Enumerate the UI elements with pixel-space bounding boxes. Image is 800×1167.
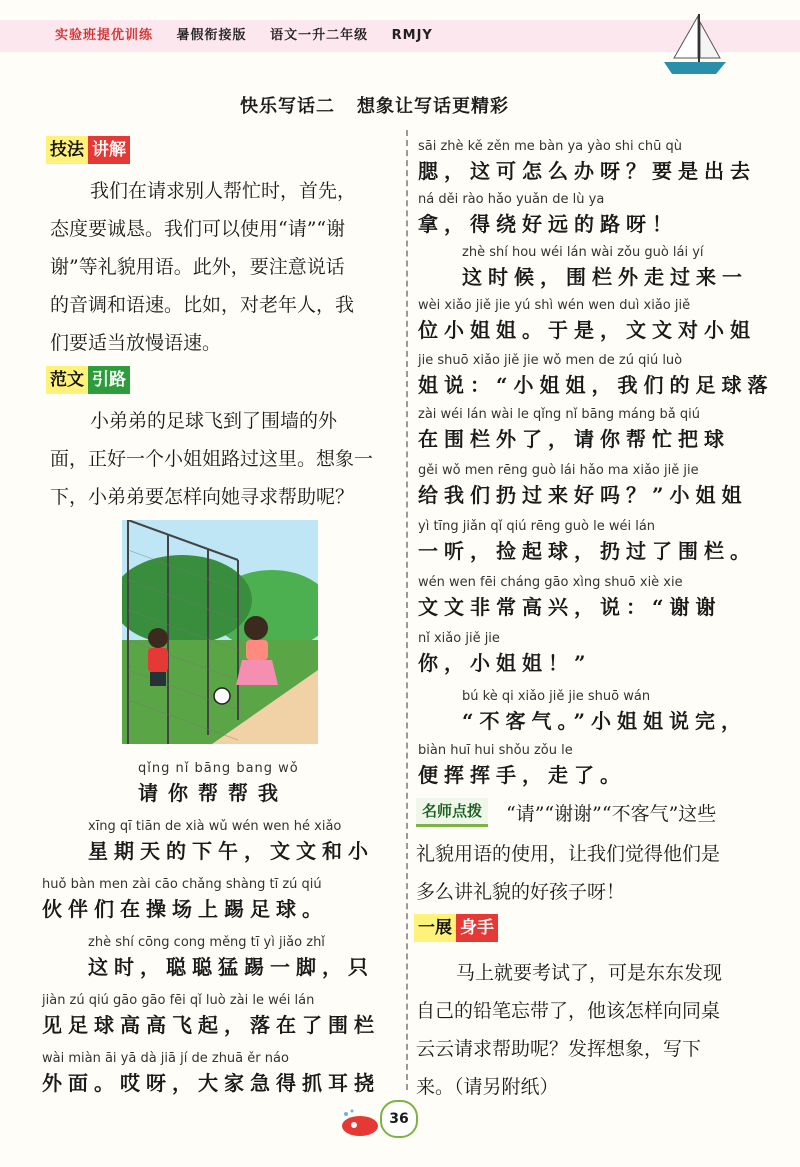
- pinyin-line: gěi wǒ men rēng guò lái hǎo ma xiǎo jiě jie: [418, 463, 699, 478]
- hanzi-line: 便挥挥手，走了。: [418, 763, 626, 787]
- sample-intro: [50, 402, 373, 516]
- text-line: 态度要诚恳。我们可以使用“请”“谢: [50, 218, 346, 240]
- text-line: 来。（请另附纸）: [416, 1076, 559, 1098]
- tag-part-b: 讲解: [88, 136, 130, 164]
- series-brand: 实验班提优训练: [55, 28, 154, 43]
- pinyin-line: ná děi rào hǎo yuǎn de lù ya: [418, 192, 605, 207]
- essay-line: [42, 1050, 380, 1098]
- essay-line: [418, 630, 592, 678]
- essay-line: [418, 742, 626, 790]
- essay-line: [42, 876, 328, 924]
- page-header: [0, 0, 800, 78]
- pinyin-line: wèi xiǎo jiě jie yú shì wén wen duì xiǎo jiě: [418, 298, 691, 313]
- pinyin-line: xīng qī tiān de xià wǔ wén wen hé xiǎo: [88, 819, 342, 834]
- hanzi-line: 这时候，围栏外走过来一: [462, 265, 748, 289]
- teacher-note-text: [416, 835, 720, 911]
- essay-line: [418, 574, 722, 622]
- essay-line: [88, 934, 374, 982]
- text-line: 我们在请求别人帮忙时，首先，: [90, 180, 357, 202]
- essay-line: [418, 138, 756, 186]
- practice-text: [416, 954, 722, 1106]
- text-line: 面，正好一个小姐姐路过这里。想象一: [50, 448, 374, 470]
- pinyin-line: biàn huī hui shǒu zǒu le: [418, 743, 573, 758]
- pinyin-line: zhè shí cōng cong měng tī yì jiǎo zhǐ: [88, 935, 325, 950]
- soccer-illustration: [122, 520, 318, 744]
- pinyin-line: huǒ bàn men zài cāo chǎng shàng tī zú qiú: [42, 877, 322, 892]
- hanzi-line: 你，小姐姐！”: [418, 651, 592, 675]
- title-pinyin: qǐng nǐ bāng bang wǒ: [138, 761, 299, 776]
- hanzi-line: 腮，这可怎么办呀？要是出去: [418, 159, 756, 183]
- hanzi-line: “不客气。”小姐姐说完，: [462, 709, 748, 733]
- pinyin-line: sāi zhè kě zěn me bàn ya yào shi chū qù: [418, 139, 682, 154]
- essay-line: [418, 518, 756, 566]
- hanzi-line: 姐说：“小姐姐，我们的足球落: [418, 373, 774, 397]
- teacher-note-tag: 名师点拨: [416, 798, 488, 827]
- pinyin-line: zài wéi lán wài le qǐng nǐ bāng máng bǎ qiú: [418, 407, 700, 422]
- text-line: 多么讲礼貌的好孩子呀！: [416, 881, 626, 903]
- title-part-1: 快乐写话二: [240, 96, 335, 117]
- text-line: 们要适当放慢语速。: [50, 332, 222, 354]
- hanzi-line: 文文非常高兴，说：“谢谢: [418, 595, 722, 619]
- pinyin-line: yì tīng jiǎn qǐ qiú rēng guò le wéi lán: [418, 519, 656, 534]
- hanzi-line: 一听，捡起球，扔过了围栏。: [418, 539, 756, 563]
- text-line: “请”“谢谢”“不客气”这些: [506, 803, 717, 825]
- header-text: [55, 24, 451, 43]
- hanzi-line: 星期天的下午，文文和小: [88, 839, 374, 863]
- hanzi-line: 见足球高高飞起，落在了围栏: [42, 1013, 380, 1037]
- text-line: 云云请求帮助呢？发挥想象，写下: [416, 1038, 702, 1060]
- essay-line: [462, 688, 747, 736]
- tag-part-a: 范文: [46, 366, 88, 394]
- subject-label: 语文一升二年级: [270, 28, 369, 43]
- text-line: 下，小弟弟要怎样向她寻求帮助呢？: [50, 486, 355, 508]
- page-number: 36: [380, 1100, 418, 1138]
- hanzi-line: 拿，得绕好远的路呀！: [418, 212, 678, 236]
- practice-tag: [414, 914, 498, 942]
- pinyin-line: jie shuō xiǎo jiě jie wǒ men de zú qiú luò: [418, 353, 683, 368]
- text-line: 的音调和语速。比如，对老年人，我: [50, 294, 355, 316]
- edition-label: 暑假衔接版: [176, 28, 247, 43]
- tag-part-a: 技法: [46, 136, 88, 164]
- hanzi-line: 伙伴们在操场上踢足球。: [42, 897, 328, 921]
- text-line: 小弟弟的足球飞到了围墙的外: [90, 410, 338, 432]
- essay-line: [418, 462, 748, 510]
- essay-title: [138, 760, 299, 808]
- hanzi-line: 外面。哎呀，大家急得抓耳挠: [42, 1071, 380, 1095]
- technique-text: [50, 172, 356, 362]
- hanzi-line: 位小姐姐。于是，文文对小姐: [418, 318, 756, 342]
- title-part-2: 想象让写话更精彩: [357, 96, 509, 117]
- text-line: 谢”等礼貌用语。此外，要注意说话: [50, 256, 345, 278]
- tag-part-b: 身手: [456, 914, 498, 942]
- essay-line: [418, 191, 678, 239]
- publisher-code: RMJY: [391, 28, 433, 43]
- essay-line: [418, 406, 730, 454]
- essay-line: [462, 244, 748, 292]
- essay-line: [88, 818, 374, 866]
- text-line: 自己的铅笔忘带了，他该怎样向同桌: [416, 1000, 721, 1022]
- page-title: [240, 92, 509, 118]
- sailboat-icon: [660, 12, 730, 76]
- pinyin-line: nǐ xiǎo jiě jie: [418, 631, 500, 646]
- essay-line: [418, 352, 774, 400]
- sample-tag: [46, 366, 130, 394]
- pinyin-line: bú kè qi xiǎo jiě jie shuō wán: [462, 689, 651, 704]
- text-line: 礼貌用语的使用，让我们觉得他们是: [416, 843, 721, 865]
- essay-line: [418, 297, 756, 345]
- tag-part-b: 引路: [88, 366, 130, 394]
- pinyin-line: wài miàn āi yā dà jiā jí de zhuā ěr náo: [42, 1051, 289, 1066]
- title-hanzi: 请你帮帮我: [138, 781, 288, 805]
- hanzi-line: 给我们扔过来好吗？”小姐姐: [418, 483, 748, 507]
- pinyin-line: wén wen fēi cháng gāo xìng shuō xiè xie: [418, 575, 683, 590]
- hanzi-line: 这时，聪聪猛踢一脚，只: [88, 955, 374, 979]
- essay-line: [42, 992, 380, 1040]
- teacher-note-line-1: [506, 795, 716, 833]
- pinyin-line: jiàn zú qiú gāo gāo fēi qǐ luò zài le wéi lán: [42, 993, 315, 1008]
- tag-part-a: 一展: [414, 914, 456, 942]
- text-line: 马上就要考试了，可是东东发现: [456, 962, 723, 984]
- technique-tag: [46, 136, 130, 164]
- pinyin-line: zhè shí hou wéi lán wài zǒu guò lái yí: [462, 245, 704, 260]
- submarine-icon: [338, 1108, 382, 1138]
- column-divider: [406, 130, 408, 1090]
- hanzi-line: 在围栏外了，请你帮忙把球: [418, 427, 730, 451]
